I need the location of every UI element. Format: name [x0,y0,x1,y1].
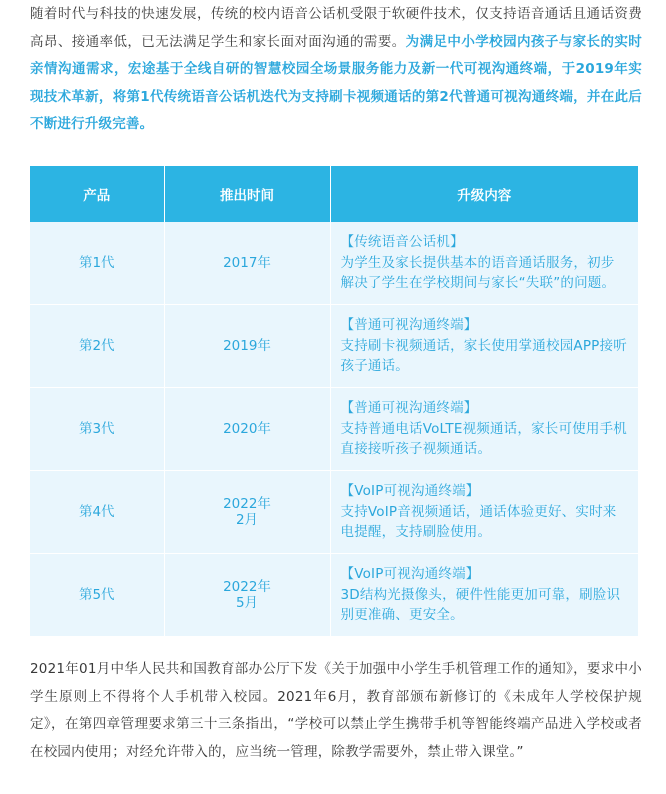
table-row [30,471,638,554]
year-cell [164,222,330,305]
product-upgrade-table [30,166,638,636]
table-row [30,222,638,305]
year-text: 2017年 [223,255,271,271]
upgrade-description: 支持刷卡视频通话，家长使用掌通校园APP接听孩子通话。 [340,337,627,375]
generation-cell: 第1代 [30,222,164,305]
generation-cell: 第2代 [30,305,164,388]
intro-highlight-text: 为满足中小学校园内孩子与家长的实时亲情沟通需求，宏途基于全线自研的智慧校园全场景服务能力及新一代可视沟通终端，于2019年实现技术革新，将第1代传统语音公话机迭代为支持刷卡视频通话的第2代普通可视沟通终端，并在此后不断进行升级完善。 [30,33,642,132]
header-upgrade-content: 升级内容 [330,166,638,222]
upgrade-cell [330,222,638,305]
upgrade-description: 为学生及家长提供基本的语音通话服务，初步解决了学生在学校期间与家长“失联”的问题。 [340,254,616,292]
year-cell [164,471,330,554]
upgrade-title: 【VoIP可视沟通终端】 [340,483,480,500]
year-cell [164,554,330,637]
year-text: 2019年 [223,338,271,354]
year-text: 2022年 [223,579,271,595]
table-row [30,305,638,388]
upgrade-description: 支持普通电话VoLTE视频通话，家长可使用手机直接接听孩子视频通话。 [340,420,627,458]
table-row [30,388,638,471]
upgrade-cell [330,471,638,554]
upgrade-description: 3D结构光摄像头，硬件性能更加可靠，刷脸识别更准确、更安全。 [340,586,621,624]
closing-paragraph: 2021年01月中华人民共和国教育部办公厅下发《关于加强中小学生手机管理工作的通知》，要求中小学生原则上不得将个人手机带入校园。2021年6月，教育部颁布新修订的《未成年人学校保护规定》，在第四章管理要求第三十三条指出，“学校可以禁止学生携带手机等智能终端产品进入学校或者在校园内使用；对经允许带入的，应当统一管理，除教学需要外，禁止带入课堂。” [30,661,642,760]
year-cell [164,305,330,388]
generation-cell: 第5代 [30,554,164,637]
year-text: 2022年 [223,496,271,512]
year-text: 2020年 [223,421,271,437]
generation-cell: 第4代 [30,471,164,554]
year-month-text: 5月 [235,595,259,611]
upgrade-cell [330,388,638,471]
header-launch-time: 推出时间 [164,166,330,222]
upgrade-title: 【普通可视沟通终端】 [340,317,478,334]
upgrade-title: 【VoIP可视沟通终端】 [340,566,480,583]
upgrade-cell [330,554,638,637]
table-header-row [30,166,638,222]
header-product: 产品 [30,166,164,222]
upgrade-description: 支持VoIP音视频通话，通话体验更好、实时来电提醒，支持刷脸使用。 [340,503,617,541]
table-row [30,554,638,637]
upgrade-title: 【普通可视沟通终端】 [340,400,478,417]
upgrade-cell [330,305,638,388]
generation-cell: 第3代 [30,388,164,471]
intro-paragraph [30,1,642,139]
year-month-text: 2月 [235,512,259,528]
upgrade-title: 【传统语音公话机】 [340,234,464,251]
year-cell [164,388,330,471]
intro-plain-text: 随着时代与科技的快速发展，传统的校内语音公话机受限于软硬件技术，仅支持语音通话且通话资费高昂、接通率低，已无法满足学生和家长面对面沟通的需要。 [30,6,642,50]
